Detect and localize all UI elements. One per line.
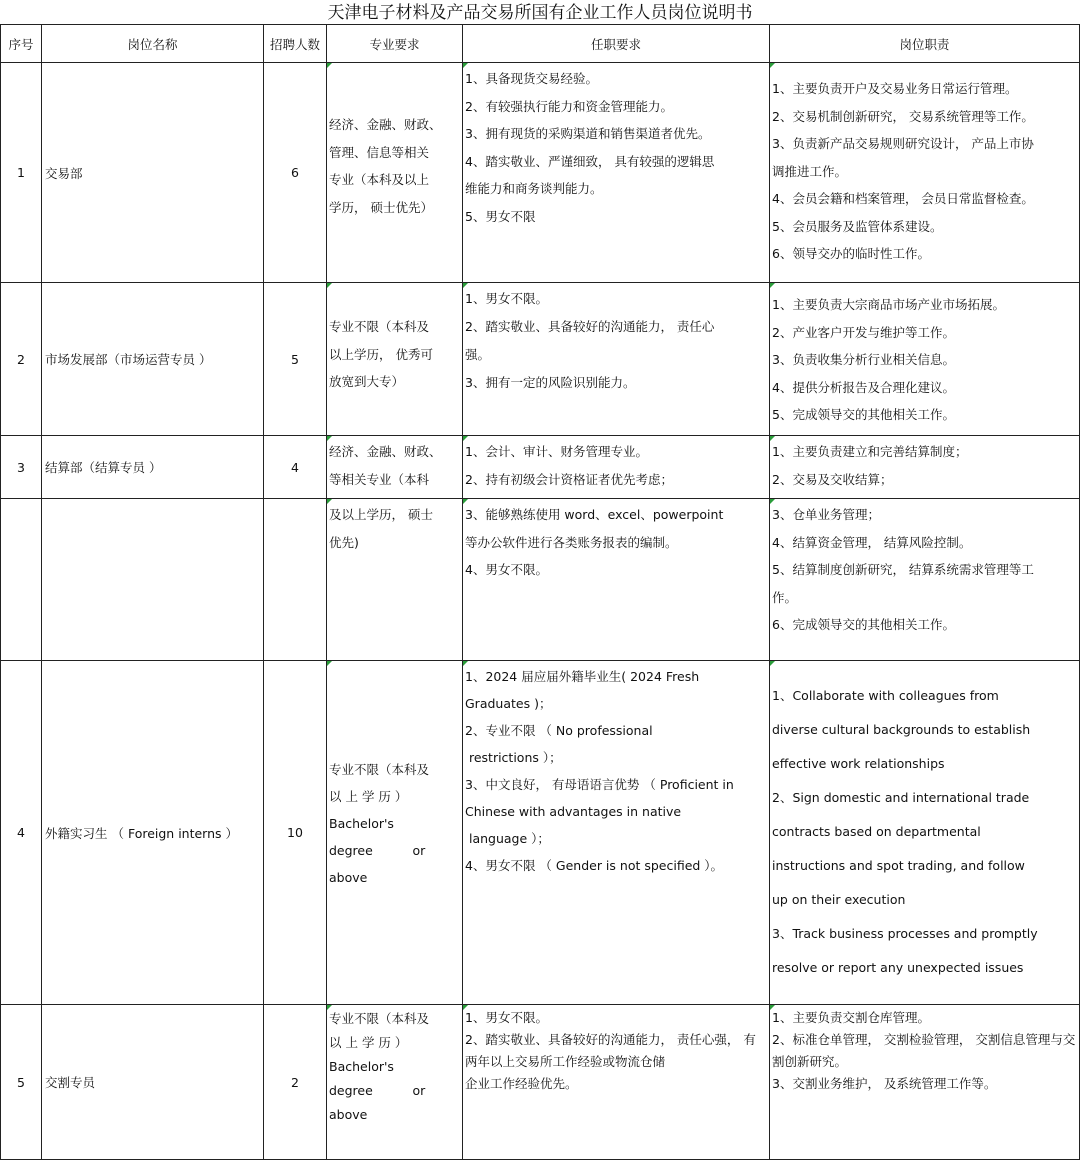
- cell-line: 维能力和商务谈判能力。: [465, 181, 603, 196]
- cell-position: 交割专员: [42, 1005, 264, 1160]
- cell-line: 2、标准仓单管理， 交割检验管理， 交割信息管理与交割创新研究。: [772, 1032, 1076, 1069]
- cell-line: language ）；: [465, 831, 550, 846]
- cell-line: 2、持有初级会计资格证者优先考虑；: [465, 471, 673, 487]
- cell-line: 专业（本科及以上: [329, 172, 430, 187]
- cell-line: 经济、金融、财政、: [329, 444, 442, 459]
- header-duties: 岗位职责: [770, 25, 1080, 63]
- cell-line: 2、踏实敬业、具备较好的沟通能力， 责任心: [465, 319, 715, 334]
- cell-line: 2、产业客户开发与维护等工作。: [772, 324, 955, 340]
- table-header-row: [1, 25, 1080, 63]
- cell-line: 作。: [772, 589, 798, 605]
- cell-line: effective work relationships: [772, 756, 945, 771]
- cell-major: [327, 499, 463, 661]
- header-position: 岗位名称: [42, 25, 264, 63]
- cell-major: [327, 63, 463, 283]
- cell-duties: [770, 283, 1080, 436]
- cell-line: 4、会员会籍和档案管理， 会员日常监督检查。: [772, 191, 1034, 206]
- cell-line: 1、会计、审计、财务管理专业。: [465, 444, 648, 459]
- cell-line: 3、中文良好， 有母语语言优势 （ Proficient in: [465, 777, 734, 792]
- cell-duties: [770, 661, 1080, 1005]
- cell-no: [1, 499, 42, 661]
- header-major: 专业要求: [327, 25, 463, 63]
- cell-line: 3、Track business processes and promptly: [772, 926, 1038, 941]
- cell-no: 5: [1, 1005, 42, 1160]
- cell-line: 5、结算制度创新研究， 结算系统需求管理等工: [772, 562, 1034, 577]
- cell-requirements: [463, 63, 770, 283]
- cell-count: 2: [264, 1005, 327, 1160]
- table-row: [1, 436, 1080, 499]
- cell-line: 放宽到大专）: [329, 374, 405, 389]
- cell-line: 3、仓单业务管理；: [772, 507, 880, 522]
- cell-major: [327, 1005, 463, 1160]
- cell-line: 1、男女不限。: [465, 1010, 548, 1025]
- cell-line: 1、主要负责建立和完善结算制度；: [772, 444, 968, 459]
- cell-line: 1、Collaborate with colleagues from: [772, 688, 999, 703]
- table-row: [1, 1005, 1080, 1160]
- cell-line: Chinese with advantages in native: [465, 804, 682, 819]
- cell-no: 4: [1, 661, 42, 1005]
- cell-major: [327, 283, 463, 436]
- cell-line: 以 上 学 历 ）: [329, 1035, 408, 1050]
- cell-line: 1、2024 届应届外籍毕业生( 2024 Fresh: [465, 669, 700, 684]
- cell-line: degree or: [329, 843, 426, 858]
- cell-line: 以上学历， 优秀可: [329, 346, 433, 362]
- cell-line: Bachelor's: [329, 816, 394, 831]
- cell-duties: [770, 499, 1080, 661]
- header-count: 招聘人数: [264, 25, 327, 63]
- cell-line: contracts based on departmental: [772, 824, 981, 839]
- cell-line: 及以上学历， 硕士: [329, 507, 433, 522]
- cell-line: above: [329, 870, 368, 885]
- cell-line: 专业不限（本科及: [329, 1011, 430, 1026]
- cell-line: 4、提供分析报告及合理化建议。: [772, 379, 955, 395]
- cell-line: 5、男女不限: [465, 208, 536, 224]
- cell-count: 6: [264, 63, 327, 283]
- cell-line: 3、拥有现货的采购渠道和销售渠道者优先。: [465, 126, 711, 141]
- cell-line: above: [329, 1107, 368, 1122]
- cell-no: 1: [1, 63, 42, 283]
- header-no: 序号: [1, 25, 42, 63]
- cell-count: 10: [264, 661, 327, 1005]
- cell-requirements: [463, 661, 770, 1005]
- cell-line: 3、负责新产品交易规则研究设计， 产品上市协: [772, 136, 1034, 151]
- cell-position: 外籍实习生 （ Foreign interns ）: [42, 661, 264, 1005]
- cell-line: 4、男女不限。: [465, 562, 548, 577]
- cell-count: 5: [264, 283, 327, 436]
- cell-line: 4、结算资金管理， 结算风险控制。: [772, 534, 972, 550]
- table-row: [1, 63, 1080, 283]
- cell-line: up on their execution: [772, 892, 906, 907]
- cell-line: diverse cultural backgrounds to establish: [772, 722, 1031, 737]
- cell-duties: [770, 1005, 1080, 1160]
- cell-line: 企业工作经验优先。: [465, 1076, 578, 1091]
- cell-line: 优先): [329, 534, 359, 550]
- cell-line: 学历， 硕士优先）: [329, 199, 433, 215]
- table-row: [1, 661, 1080, 1005]
- position-table: [0, 24, 1080, 1160]
- cell-position: 交易部: [42, 63, 264, 283]
- cell-line: 1、主要负责交割仓库管理。: [772, 1010, 930, 1025]
- cell-position: 结算部（结算专员 ）: [42, 436, 264, 499]
- cell-line: 以 上 学 历 ）: [329, 789, 408, 804]
- cell-line: 专业不限（本科及: [329, 762, 430, 777]
- cell-line: 4、男女不限 （ Gender is not specified ）。: [465, 858, 724, 873]
- cell-line: 3、拥有一定的风险识别能力。: [465, 375, 636, 390]
- cell-line: 等办公软件进行各类账务报表的编制。: [465, 534, 678, 550]
- cell-line: 强。: [465, 347, 491, 362]
- cell-line: 3、能够熟练使用 word、excel、powerpoint: [465, 507, 724, 522]
- cell-line: 3、交割业务维护， 及系统管理工作等。: [772, 1076, 997, 1091]
- table-row: [1, 499, 1080, 661]
- cell-line: 2、有较强执行能力和资金管理能力。: [465, 98, 673, 114]
- cell-line: 5、完成领导交的其他相关工作。: [772, 407, 955, 422]
- header-requirements: 任职要求: [463, 25, 770, 63]
- cell-line: degree or: [329, 1083, 426, 1098]
- document-title: 天津电子材料及产品交易所国有企业工作人员岗位说明书: [327, 3, 753, 23]
- cell-position: [42, 499, 264, 661]
- cell-line: 管理、信息等相关: [329, 144, 430, 160]
- cell-line: Bachelor's: [329, 1059, 394, 1074]
- cell-line: 等相关专业（本科: [329, 471, 430, 487]
- cell-line: restrictions ）；: [465, 750, 562, 765]
- cell-line: 3、负责收集分析行业相关信息。: [772, 352, 955, 367]
- cell-count: 4: [264, 436, 327, 499]
- cell-line: 1、主要负责开户及交易业务日常运行管理。: [772, 81, 1018, 96]
- cell-no: 2: [1, 283, 42, 436]
- cell-line: 2、交易机制创新研究， 交易系统管理等工作。: [772, 108, 1034, 124]
- cell-duties: [770, 63, 1080, 283]
- cell-line: 4、踏实敬业、严谨细致， 具有较强的逻辑思: [465, 153, 715, 169]
- cell-line: 专业不限（本科及: [329, 319, 430, 334]
- cell-line: 2、Sign domestic and international trade: [772, 790, 1030, 805]
- cell-count: [264, 499, 327, 661]
- cell-requirements: [463, 499, 770, 661]
- cell-line: 经济、金融、财政、: [329, 117, 442, 132]
- cell-no: 3: [1, 436, 42, 499]
- table-row: [1, 283, 1080, 436]
- cell-major: [327, 661, 463, 1005]
- cell-line: 2、踏实敬业、具备较好的沟通能力， 责任心强， 有两年以上交易所工作经验或物流仓储: [465, 1032, 756, 1069]
- cell-line: instructions and spot trading, and follow: [772, 858, 1025, 873]
- cell-line: 1、具备现货交易经验。: [465, 71, 598, 86]
- cell-line: 1、主要负责大宗商品市场产业市场拓展。: [772, 297, 1005, 312]
- cell-line: resolve or report any unexpected issues: [772, 960, 1024, 975]
- cell-major: [327, 436, 463, 499]
- cell-line: 调推进工作。: [772, 163, 848, 179]
- cell-line: 1、男女不限。: [465, 291, 548, 306]
- cell-line: Graduates )；: [465, 696, 552, 711]
- cell-line: 2、交易及交收结算；: [772, 471, 893, 487]
- cell-line: 6、完成领导交的其他相关工作。: [772, 617, 955, 632]
- cell-line: 6、领导交办的临时性工作。: [772, 246, 930, 261]
- cell-requirements: [463, 283, 770, 436]
- cell-requirements: [463, 1005, 770, 1160]
- cell-requirements: [463, 436, 770, 499]
- cell-line: 5、会员服务及监管体系建设。: [772, 218, 943, 234]
- cell-line: 2、专业不限 （ No professional: [465, 723, 653, 738]
- cell-position: 市场发展部（市场运营专员 ）: [42, 283, 264, 436]
- cell-duties: [770, 436, 1080, 499]
